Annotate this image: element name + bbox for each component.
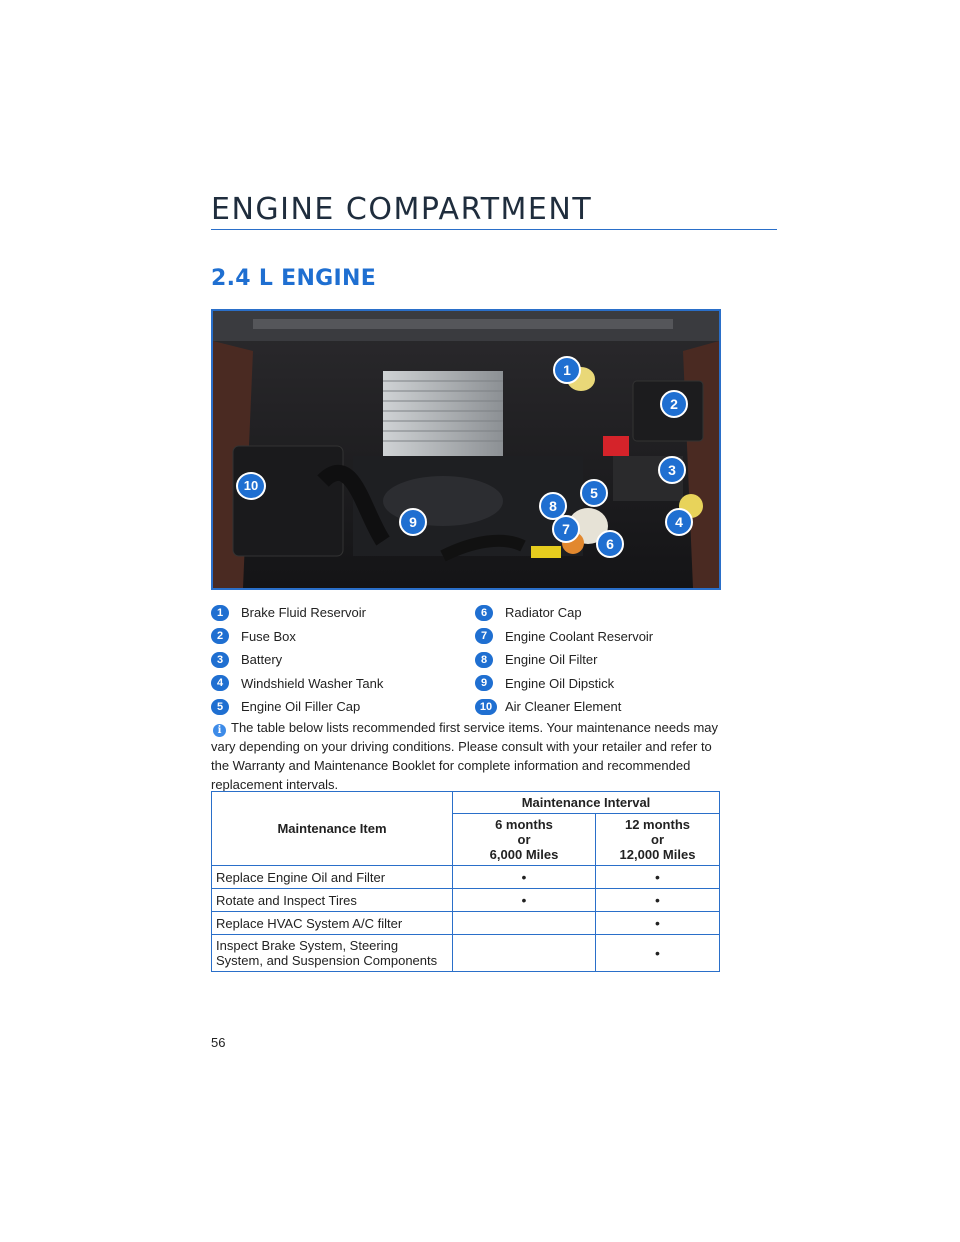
table-row (212, 889, 720, 912)
legend-right-column (475, 601, 653, 719)
photo-marker-10: 10 (236, 472, 266, 500)
interval-line: 6,000 Miles (489, 847, 559, 862)
legend-number: 9 (475, 675, 493, 691)
maintenance-item-cell: Rotate and Inspect Tires (212, 889, 453, 912)
interval-mark-cell (453, 935, 596, 972)
legend-number: 3 (211, 652, 229, 668)
photo-marker-2: 2 (660, 390, 688, 418)
section-title: 2.4 L ENGINE (211, 266, 377, 291)
legend-label: Brake Fluid Reservoir (241, 605, 366, 621)
legend-item (211, 648, 383, 672)
legend-label: Fuse Box (241, 628, 296, 644)
legend-item (475, 672, 653, 696)
page-header-title: ENGINE COMPARTMENT (211, 192, 593, 227)
interval-mark-cell: • (596, 912, 720, 935)
legend-item (211, 672, 383, 696)
header-divider (211, 229, 777, 230)
table-row (212, 935, 720, 972)
table-row (212, 866, 720, 889)
legend-label: Battery (241, 652, 283, 668)
legend-number: 7 (475, 628, 493, 644)
interval-mark-cell (453, 912, 596, 935)
legend-number: 6 (475, 605, 493, 621)
engine-photo-illustration (213, 311, 719, 588)
table-row (212, 912, 720, 935)
legend-item (475, 695, 653, 719)
photo-marker-8: 8 (539, 492, 567, 520)
legend-item (475, 648, 653, 672)
legend-item (211, 601, 383, 625)
legend-item (475, 625, 653, 649)
legend-number: 4 (211, 675, 229, 691)
interval-column-12-months (596, 814, 720, 866)
note-text: The table below lists recommended first service items. Your maintenance needs may vary depending on your driving conditions. Please consult with your retailer and refer to the Warranty and Maintenance Booklet for complete information and recommended replacement intervals. (211, 720, 719, 792)
photo-marker-4: 4 (665, 508, 693, 536)
photo-marker-1: 1 (553, 356, 581, 384)
maintenance-table (211, 791, 720, 972)
legend-number: 8 (475, 652, 493, 668)
legend-label: Radiator Cap (505, 605, 582, 621)
legend-label: Engine Coolant Reservoir (505, 628, 654, 644)
maintenance-interval-header: Maintenance Interval (453, 792, 720, 814)
interval-line: 12 months (624, 817, 690, 832)
page-number: 56 (211, 1035, 226, 1050)
interval-line: or (517, 832, 531, 847)
interval-mark-cell: • (596, 866, 720, 889)
maintenance-item-cell: Replace HVAC System A/C filter (212, 912, 453, 935)
photo-marker-3: 3 (658, 456, 686, 484)
legend-label: Engine Oil Filter (505, 652, 598, 668)
maintenance-note (211, 718, 726, 794)
legend-number: 1 (211, 605, 229, 621)
maintenance-item-cell: Replace Engine Oil and Filter (212, 866, 453, 889)
legend-number: 2 (211, 628, 229, 644)
legend-left-column (211, 601, 383, 719)
legend-label: Engine Oil Dipstick (505, 675, 615, 691)
photo-marker-9: 9 (399, 508, 427, 536)
interval-mark-cell: • (453, 889, 596, 912)
interval-mark-cell: • (453, 866, 596, 889)
photo-marker-7: 7 (552, 515, 580, 543)
interval-column-6-months (453, 814, 596, 866)
maintenance-item-header: Maintenance Item (212, 792, 453, 866)
legend-item (211, 695, 383, 719)
legend-label: Windshield Washer Tank (241, 675, 384, 691)
legend-label: Engine Oil Filler Cap (241, 699, 361, 715)
legend-number: 5 (211, 699, 229, 715)
interval-line: or (651, 832, 664, 847)
legend-item (211, 625, 383, 649)
item-line: Inspect Brake System, Steering (216, 938, 399, 953)
maintenance-item-cell (212, 935, 453, 972)
legend-label: Air Cleaner Element (505, 699, 622, 715)
item-line: System, and Suspension Components (216, 953, 438, 968)
interval-mark-cell: • (596, 935, 720, 972)
legend-number: 10 (475, 699, 497, 715)
interval-line: 6 months (495, 817, 553, 832)
interval-mark-cell: • (596, 889, 720, 912)
info-icon: i (213, 724, 226, 737)
engine-compartment-photo (211, 309, 721, 590)
photo-marker-5: 5 (580, 479, 608, 507)
legend-item (475, 601, 653, 625)
interval-line: 12,000 Miles (619, 847, 696, 862)
photo-marker-6: 6 (596, 530, 624, 558)
table-header-row (212, 792, 720, 814)
